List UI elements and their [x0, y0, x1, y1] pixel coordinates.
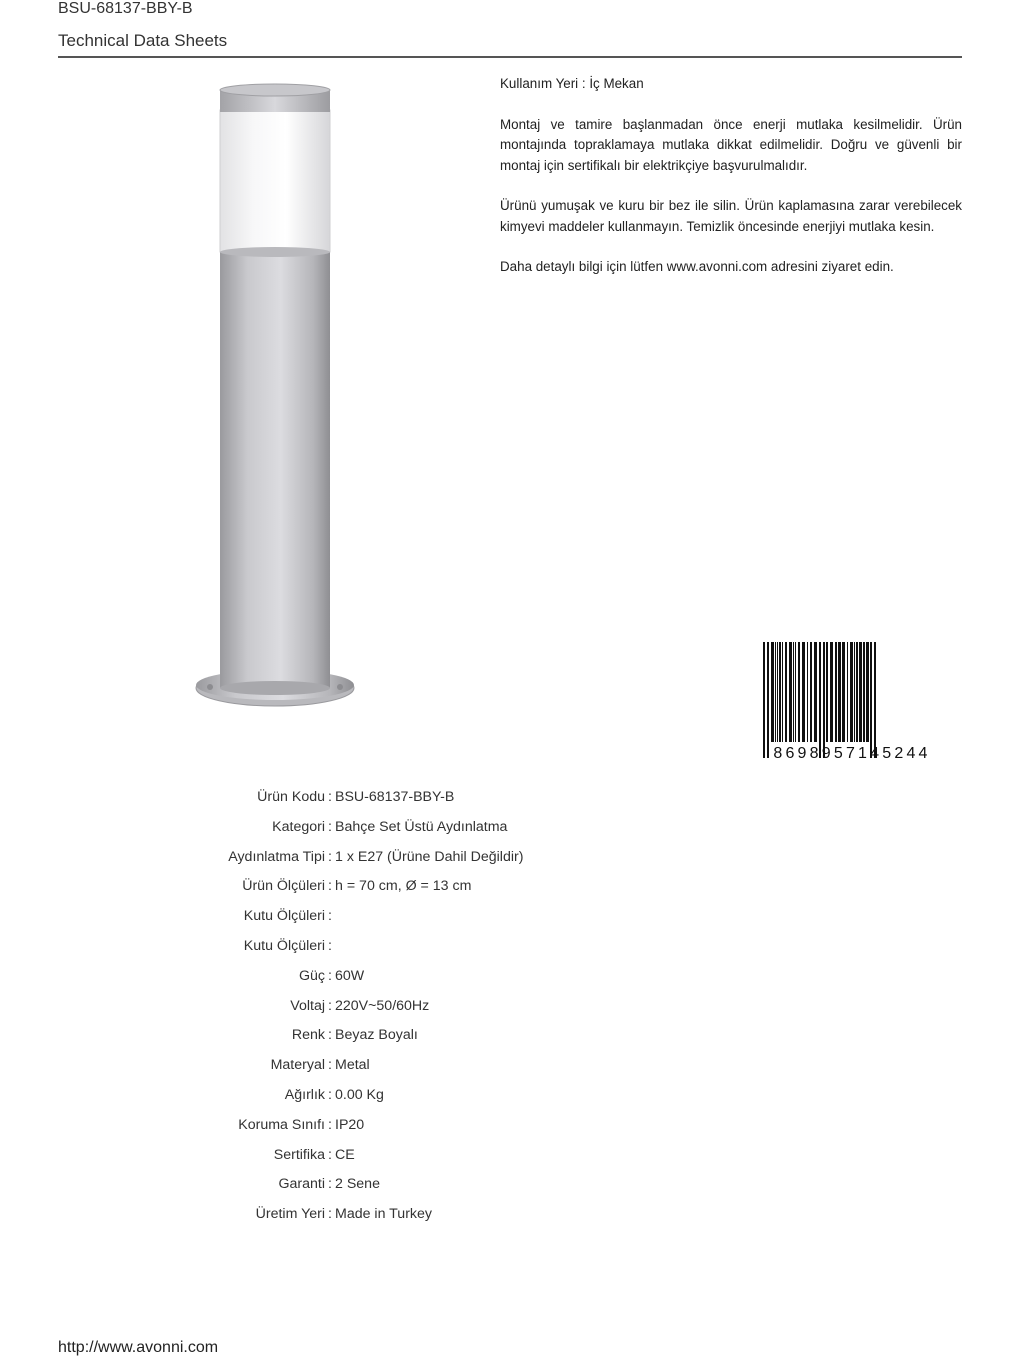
spec-value: CE	[335, 1146, 355, 1163]
barcode-bar	[866, 642, 869, 742]
spec-value: 220V~50/60Hz	[335, 997, 430, 1014]
barcode-bar	[777, 642, 778, 742]
barcode-bar	[838, 642, 841, 742]
barcode-bar	[874, 642, 876, 758]
barcode-bar	[771, 642, 774, 742]
barcode-bar	[795, 642, 796, 742]
barcode-bar	[763, 642, 765, 758]
header-divider	[58, 56, 962, 58]
barcode-bar	[859, 642, 862, 742]
barcode-bar	[793, 642, 794, 742]
spec-label: Renk	[291, 1027, 325, 1044]
barcode-bar	[842, 642, 845, 742]
spec-label: Güç	[298, 967, 325, 984]
spec-separator: :	[328, 937, 332, 954]
spec-row	[150, 1051, 523, 1081]
website-paragraph: Daha detaylı bilgi için lütfen www.avonni.com adresini ziyaret edin.	[500, 259, 894, 274]
spec-label: Garanti	[278, 1176, 325, 1193]
barcode-bar	[782, 642, 783, 742]
usage-location: Kullanım Yeri : İç Mekan	[500, 76, 644, 91]
footer-url: http://www.avonni.com	[58, 1339, 219, 1356]
barcode-bar	[823, 642, 825, 758]
barcode-bar	[814, 642, 817, 742]
spec-label: Ağırlık	[284, 1086, 325, 1103]
spec-separator: :	[328, 818, 332, 835]
spec-value: Bahçe Set Üstü Aydınlatma	[335, 818, 508, 835]
barcode-bar	[779, 642, 781, 742]
spec-row	[150, 902, 523, 932]
spec-label: Ürün Ölçüleri	[242, 878, 325, 895]
barcode-bar	[847, 642, 848, 742]
spec-label: Kutu Ölçüleri	[243, 937, 325, 954]
spec-row	[150, 932, 523, 962]
barcode-bar	[767, 642, 769, 758]
spec-label: Sertifika	[273, 1146, 325, 1163]
spec-separator: :	[328, 1206, 332, 1223]
barcode-bar	[826, 642, 828, 742]
barcode-bar	[785, 642, 787, 742]
spec-value: Made in Turkey	[335, 1206, 432, 1223]
spec-label: Voltaj	[290, 997, 325, 1014]
spec-separator: :	[328, 1146, 332, 1163]
spec-separator: :	[328, 1086, 332, 1103]
barcode-bars	[763, 642, 876, 758]
barcode-bar	[789, 642, 792, 742]
spec-row	[150, 813, 523, 843]
product-code: BSU-68137-BBY-B	[58, 0, 193, 17]
spec-separator: :	[328, 878, 332, 895]
safety-paragraph: Montaj ve tamire başlanmadan önce enerji mutlaka kesilmelidir. Ürün montajında topraklamaya mutlaka dikkat edilmelidir. Doğru ve güvenli bir montaj için sertifikalı bir elektrikçiye başvurulmalıdır.	[500, 116, 962, 173]
barcode-bar	[775, 642, 776, 742]
cleaning-paragraph: Ürünü yumuşak ve kuru bir bez ile silin. Ürün kaplamasına zarar verebilecek kimyevi maddeler kullanmayın. Temizlik öncesinde enerjiyi mutlaka kesin.	[500, 198, 962, 234]
barcode-bar	[856, 642, 858, 742]
spec-row	[150, 783, 523, 813]
spec-row	[150, 843, 523, 873]
spec-row	[150, 992, 523, 1022]
spec-separator: :	[328, 908, 332, 925]
spec-row	[150, 1170, 523, 1200]
spec-separator: :	[328, 997, 332, 1014]
spec-row	[150, 1111, 523, 1141]
spec-value: Metal	[335, 1057, 370, 1074]
spec-value: 0.00 Kg	[335, 1086, 384, 1103]
spec-label: Ürün Kodu	[257, 789, 325, 805]
spec-value: h = 70 cm, Ø = 13 cm	[335, 878, 472, 895]
barcode-bar	[835, 642, 837, 742]
spec-value: Beyaz Boyalı	[335, 1027, 418, 1044]
spec-value: 2 Sene	[335, 1176, 380, 1193]
barcode-digits: 8698957145244	[773, 745, 931, 762]
spec-row	[150, 1200, 523, 1230]
spec-label: Üretim Yeri	[255, 1206, 325, 1223]
barcode-bar	[819, 642, 821, 758]
document-subtitle: Technical Data Sheets	[58, 31, 228, 50]
spec-separator: :	[328, 967, 332, 984]
spec-separator: :	[328, 1176, 332, 1193]
info-block	[500, 74, 962, 298]
spec-row	[150, 872, 523, 902]
barcode	[745, 640, 960, 762]
spec-value: 60W	[335, 967, 365, 984]
spec-row	[150, 962, 523, 992]
barcode-bar	[854, 642, 855, 742]
spec-value: IP20	[335, 1116, 365, 1133]
spec-separator: :	[328, 1027, 332, 1044]
barcode-bar	[807, 642, 808, 742]
spec-label: Materyal	[270, 1057, 325, 1074]
spec-row	[150, 1021, 523, 1051]
spec-separator: :	[328, 789, 332, 805]
spec-table	[150, 783, 523, 1230]
spec-label: Koruma Sınıfı	[238, 1116, 325, 1133]
spec-separator: :	[328, 848, 332, 865]
barcode-bar	[810, 642, 812, 742]
spec-row	[150, 1141, 523, 1171]
barcode-bar	[830, 642, 833, 742]
spec-value: 1 x E27 (Ürüne Dahil Değildir)	[335, 848, 524, 865]
barcode-bar	[850, 642, 853, 742]
spec-separator: :	[328, 1116, 332, 1133]
spec-value: BSU-68137-BBY-B	[335, 789, 455, 805]
barcode-bar	[870, 642, 872, 758]
spec-label: Aydınlatma Tipi	[228, 848, 325, 865]
product-image	[190, 82, 360, 712]
barcode-bar	[798, 642, 800, 742]
barcode-bar	[802, 642, 805, 742]
spec-label: Kutu Ölçüleri	[243, 908, 325, 925]
barcode-bar	[863, 642, 865, 742]
spec-label: Kategori	[272, 818, 325, 835]
spec-row	[150, 1081, 523, 1111]
spec-separator: :	[328, 1057, 332, 1074]
